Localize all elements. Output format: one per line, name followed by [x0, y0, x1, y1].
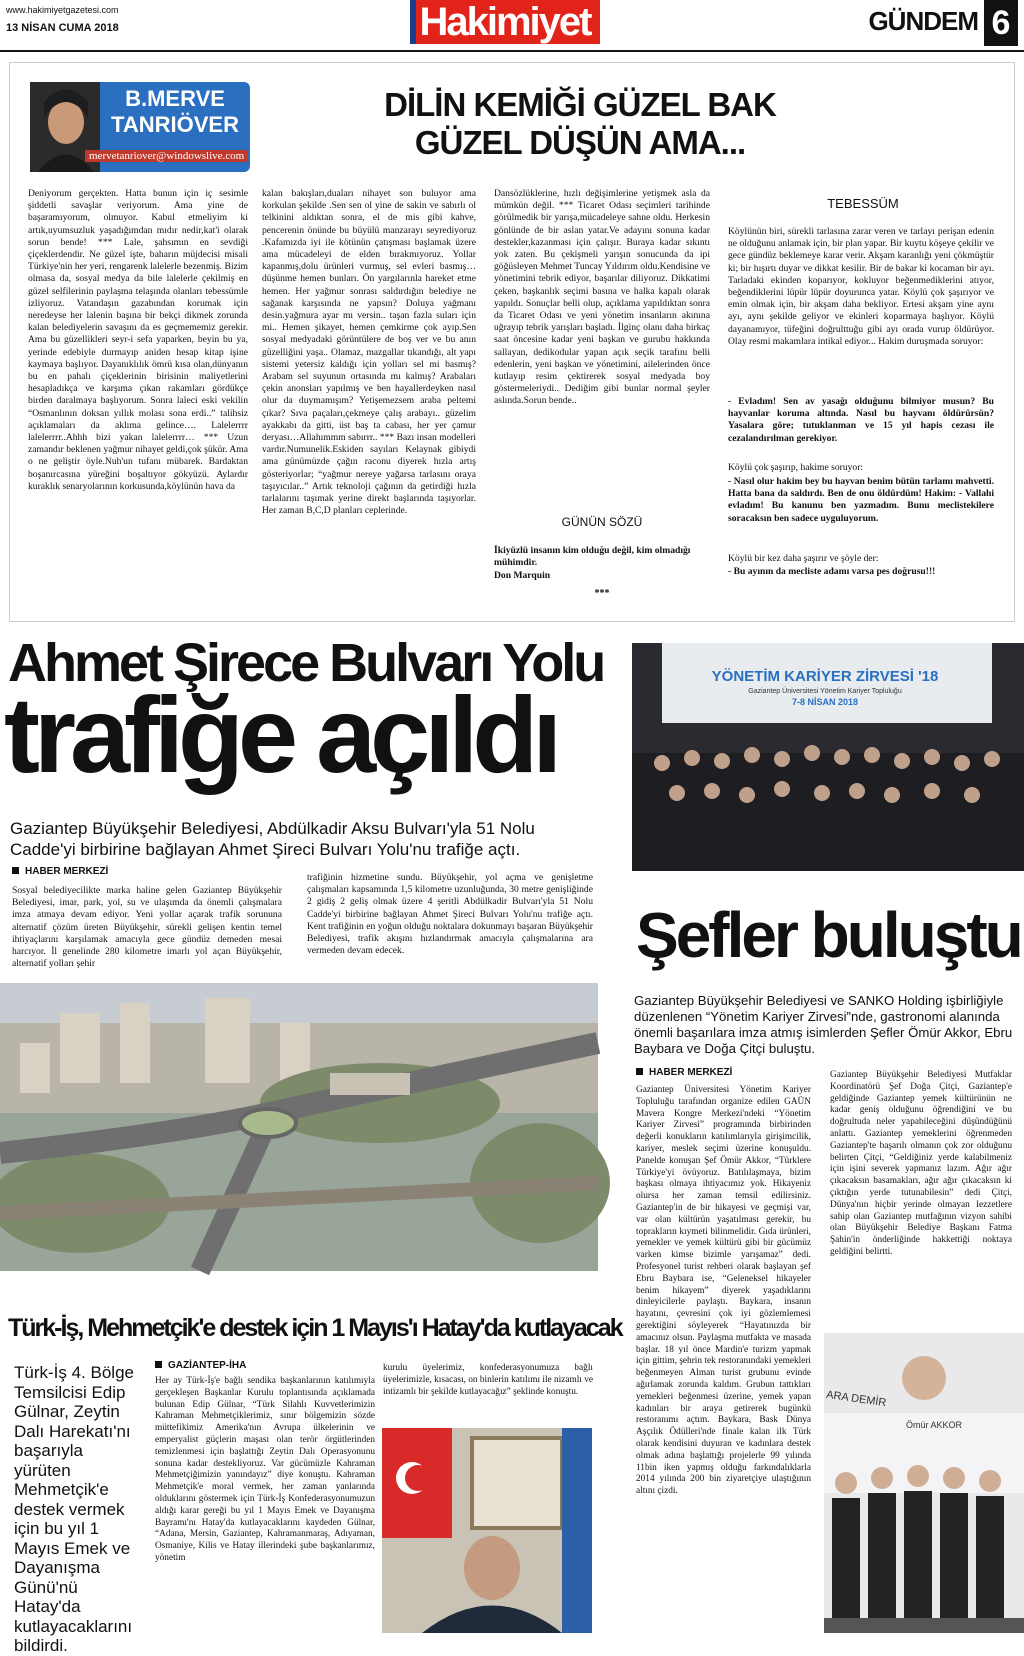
page-number: 6 — [984, 0, 1018, 46]
story2-text-1: Gaziantep Üniversitesi Yönetim Kariyer Topluluğu tarafından organize edilen GAÜN Mavera Kongre Merkezi'ndeki “Yönetim Kariyer Zirvesi” programında birbirinden değerli konukların katılımlarıyla girişimcilik, kariyer, meslek seçimi üzerine konuşuldu. Panelde konuşan Şef Ömür Akkor, “Türklere Türkiye'yi övüyoruz. Batılılaşmaya, bizim başkası olmaya ihtiyacımız yok. Hikayeniz olursa her zaman temsil edilirsiniz. Gaziantep'in de bir hikayesi ve geçmişi var, var olan kültürün yaşatılması gerekir, bu toprakların kıymeti bilinmelidir. Gıda ürünleri, yemekler ve yemek kültürü gibi bir gücümüz varken kimse bizimle yarışamaz” dedi. Profesyonel turist rehberi olarak başlayan şef Ebru Baybara ise, “Geleneksel hikayeler benim hikayem” diyerek yaşadıklarını dinleyicilerle paylaştı. Baykara, insanın hayatını, çevresini çok iyi gözlemlemesi gerektiğini söyleyerek “Hayatınızda bir amacınız olsun. Paylaşma mutfakta ve masada başlar. 18 yıl önce Mardin'e turizm yapmak için gittim, şehrin tek restoranındaki yemekleri beğenmeyen Alman turist grubunu evinde ağırlamak zorunda kaldım. Grubun tattıkları yemekleri beğenmesi üzerine, yemek yapan kadınları bir araya getirerek bugünkü restoranımı açtım. Baykara, Bask Dünya Aşçılık Ödülleri'nde finale kalan ilk Türk olarak kendisini duyuran ve kadınlara destek olmak adına başlattığı projelerle 99 yılında 11bin iken yapmış olduğu farkındalıklarla 2014 yılında 200 bin ziyaretçiye ulaştığının altını çizdi. — [636, 1085, 811, 1497]
gunun-sozu-title: GÜNÜN SÖZÜ — [561, 515, 643, 529]
chefs-photo — [824, 1333, 1024, 1633]
photo-label-demir: ARA DEMİR — [825, 1388, 888, 1410]
story1-headline-big: trafiğe açıldı — [4, 674, 557, 795]
column-text-3: Dansözlüklerine, hızlı değişimlerine yetişmek asla da mümkün değil. *** Ticaret Odası seçimleri tarihinde görülmedik bir yarışa,mücadeleye sahne oldu. Herkesin gönlünde de bir aslan yatar.Ve adayını sonuna kadar destekler,kazanması için çalışır. Buraya kadar sıkıntı yok zaten. Bu çekişmeli yarışın sonucunda da ipi göğüsleyen Mehmet Tuncay Yıldırım oldu.Kendisine ve yönetimini tebrik ediyor, başarılar diliyoruz. Dikkatimi çeken, başkanlık seçimi basına ve halka kapalı olarak yapıldı. Sonuçlar belli olup, açıklama yapıldıktan sonra da Ticaret Odası ve yeni yönetim insanların akınına uğrayıp tebrik yarışları başladı. İlginç olanı daha birkaç saat öncesine kadar yeni başkan ve gurubu hakkında sallayan, dedikodular yapan açık seçik tarafını belli edenlerin, yeni başkan ve yönetimini, ailelerinden önce kutlayıp resim çektirerek sosyal medyada boy göstermeleriydi.. Dediğim gibi bunlar normal şeyler aslında.Sorun bende.. — [494, 188, 711, 407]
story3-text-1: Her ay Türk-İş'e bağlı sendika başkanlarının katılımıyla gerçekleşen Başkanlar Kurulu toplantısında açıklamada bulunan Edip Gülnar, “Türk Silahlı Kuvvetlerimizin Kahraman Mehmetçiklerimiz, sınır bölgemizin sözde müttefikimiz Amerika'nın Avrupa ülkelerinin ve emperyalist güçlerin maşası olan terör örgütlerinden temizlenmesi için başlattığı Zeytin Dalı Operasyonunu sonuna kadar destekliyoruz. Var gücümüzle Kahraman Mehmetçiğimizin yanındayız” diye konuştu. Kahraman Mehmetçik'e moral vermek, her zaman yanlarında olduklarını göstermek için Türk-İş Konfederasyonumuzun aldığı karar gereği bu yıl 1 Mayıs Emek ve Dayanışma Bayramı'nı Hatay'da kutlayacaklarını kaydeden Gülnar, “Adana, Mersin, Gaziantep, Kahramanmaraş, Adıyaman, Osmaniye, Kilis ve Hatay illerindeki şube başkanlarımız, yönetim — [155, 1376, 375, 1563]
story1-text-1: Sosyal belediyecilikte marka haline gelen Gaziantep Büyükşehir Belediyesi, imar, park, yol, su ve ulaşımda da önemli çalışmalara imza atmaya devam ediyor. Yeni yollar açarak trafik sorununa alternatif çözüm üreten Büyükşehir, sürekli gelişen kentin temel ihtiyaçlarını karşılamak amacıyla gece gündüz demeden mesai harcıyor. İl genelinde 280 kilometre imarlı yol açan Büyükşehir, alternatif yolları şehir — [12, 885, 282, 970]
summit-banner-subtitle: Gaziantep Üniversitesi Yönetim Kariyer Topluluğu — [748, 688, 902, 695]
story2-headline: Şefler buluştu — [636, 899, 1021, 971]
photo-label-akkor: Ömür AKKOR — [906, 1420, 963, 1430]
road-aerial-photo — [0, 983, 598, 1271]
author-email: mervetanriover@windowslive.com — [85, 150, 248, 162]
story1-byline: HABER MERKEZİ — [12, 866, 108, 877]
story2-text-2: Gaziantep Büyükşehir Belediyesi Mutfaklar Koordinatörü Şef Doğa Çitçi, Gaziantep'e geldiğinde Gaziantep yemek kültürünün ne kadar geniş olduğunu öğrendiğini ve bu doğrultuda neler yapabileceğini düşündüğünü anlattı. Gaziantep yemeklerini öğrenmeden Gaziantep'te başarılı olmanın çok zor olduğunu belirten Çitçi, “Geldiğiniz yerde kalabilmeniz için işini severek yapmanız lazım. Ağır ağır çıkacaksın basamakları, ağır ağır çıkacaksın ki çıktığın yerde tutunabilesin” dedi Çitçi, Dünya'nın hiçbir yerinde olmayan lezzetlere sahip olan Gaziantep mutfağının vizyon sahibi olan Büyükşehir Belediye Başkanı Fatma Şahin'in önderliğinde hakkettiği noktaya geldiğini belirtti. — [830, 1070, 1012, 1257]
section-title: GÜNDEM — [868, 6, 978, 36]
tebessum-punchline: - Bu ayının da mecliste adamı varsa pes doğrusu!!! — [728, 566, 936, 577]
story2-deck: Gaziantep Büyükşehir Belediyesi ve SANKO Holding işbirliğiyle düzenlenen “Yönetim Kariyer Zirvesi”nde, gastronomi alanında önemli başarılara imza atmış isimlerden Şefler Ömür Akkor, Ebru Baybara ve Doğa Çitçi buluştu. — [634, 993, 1013, 1056]
gulnar-photo — [382, 1428, 592, 1633]
tebessum-text: Köylünün biri, sürekli tarlasına zarar veren ve tarlayı perişan edenin ne olduğunu anlamak için, bir plan yapar. Bir kuytu köşeye çekilir ve gece gündüz beklemeye karar verir. Akşam karanlığı yeni çökmüştür ki; bir hışırtı duyar ve dikkat kesilir. Bir de bakar ki kocaman bir ayı. Tarladaki ekinden koparıyor, kokluyor beğenmediklerini atıyor, beğendiklerini lüpür lüpür doyurunca yatar. Köylü çok şaşırıyor ve emin olmak için, bir akşam daha bekliyor. Ertesi akşam yine aynı ayı, aynı şekilde geliyor ve ekinleri koparmaya başlıyor. Köylü dayanamıyor, tüfeğini doğrulttuğu gibi ayı orada vurup öldürüyor. Olay resmi makamlara intikal ediyor... Hakim duruşmada soruyor: — [728, 226, 994, 347]
story3-byline: GAZİANTEP-İHA — [155, 1360, 246, 1371]
story1-headline-top: Ahmet Şirece Bulvarı Yolu — [8, 633, 604, 693]
gunun-sozu-quote: İkiyüzlü insanın kim olduğu değil, kim olmadığı mühimdir. — [494, 545, 691, 568]
site-url: www.hakimiyetgazetesi.com — [6, 5, 119, 15]
summit-banner-title: YÖNETİM KARİYER ZİRVESİ '18 — [711, 668, 939, 685]
author-name: B.MERVE TANRIÖVER — [111, 86, 239, 137]
story1-deck: Gaziantep Büyükşehir Belediyesi, Abdülkadir Aksu Bulvarı'yla 51 Nolu Cadde'yi birbirine bağlayan Ahmet Şireci Bulvarı Yolu'nu trafiğe açtı. — [10, 819, 535, 859]
issue-date: 13 NİSAN CUMA 2018 — [6, 22, 119, 34]
column-text-1: Deniyorum gerçekten. Hatta bunun için iç sesimle şiddetli savaşlar veriyorum. Ama yine de başaramıyorum, olmuyor. Kabul etmeliyim ki artık,uyumsuzluk yaşadığımdan mıdır nedir,kat'i olarak sorun bende! *** Lale, şahsımın en sevdiği çiçeklerdendir. Ne güzel işte, baharın müjdecisi misali Türkiye'nin her yeri, rengarenk lalelerle bezenmiş. Bizim olmasa da, sosyal medya da bile lalelerle çekilmiş en güzel selfilerinin paylaşma telaşında olanları tebessümle izliyoruz. Vatandaşın gazabından korumak için neredeyse her lalenin başına bir bekçi dikmek zorunda kalan belediyelerin savaşını da es geçmememiz gerekir. Ama bu güzellikleri seyr-i sefa yaparken, beyin bu ya, yerinde edebiyle durmayıp aniden hesap kitap işine kaymaya başlıyor. Dayanıklılık ömrü kısa olan,dünyanın bu en pahalı çiçeklerinin birisinin maliyetlerini hesapladıkça ve karşıma çıkan rakamları gördükçe birden daralmaya başlıyorum. Sonra laleci eski vekilin “Osmanlının doksan yıllık molası sona erdi..” talihsiz açıklamaları da aklıma gelince…. Lalelerrrr lalelerrrr..Ahhh bizi yakan lalelerrrr… *** Uzun zamandır beklenen yağmur nihayet geldi,çok şükür. Ama o ne geliştir öyle.Nuh'un tufanı mübarek. Bardaktan boşanırcasına yüreğini boşaltıyor gökyüzü. Aylardır kuraklık senaryolarının korkusunda,köylünün hava da — [28, 188, 248, 492]
story1-text-2: trafiğinin hizmetine sundu. Büyükşehir, yol açma ve genişletme çalışmaları kapsamında 1,5 kilometre uzunluğunda, 30 metre genişliğinde 2 gidiş 2 geliş olmak üzere 4 şeritli Abdülkadir Bulvarı'yla 51 Nolu Cadde'yi birbirine bağlayan Ahmet Şireci Bulvarı Yolu'nu trafiğe açtı. Kent trafiğinin en yoğun olduğu noktalara dokunmayı başaran Büyükşehir Belediyesi, trafik akışını hızlandırmak amacıyla çalışmalarına ara vermeden devam edecek. — [307, 872, 593, 957]
story2-byline: HABER MERKEZİ — [636, 1067, 732, 1078]
separator-stars: *** — [594, 588, 610, 599]
tebessum-title: TEBESSÜM — [827, 196, 899, 211]
header-divider — [0, 50, 1024, 52]
summit-banner-date: 7-8 NİSAN 2018 — [791, 697, 859, 707]
gunun-sozu-author: Don Marquin — [494, 570, 551, 581]
tebessum-villager-q: Köylü çok şaşırıp, hakime soruyor: — [728, 462, 864, 473]
newspaper-logo: Hakimiyet — [410, 0, 600, 44]
story3-pullquote: Türk-İş 4. Bölge Temsilcisi Edip Gülnar, Zeytin Dalı Harekatı'nı başarıyla yürüten Mehmetçik'e destek vermek için bu yıl 1 Mayıs Emek ve Dayanışma Günü'nü Hatay'da kutlayacaklarını bildirdi. — [14, 1363, 134, 1655]
tebessum-judge: - Evladım! Sen av yasağı olduğunu bilmiyor musun? Bu hayvanlar koruma altında. Nasıl bu hayvanı öldürürsün? Yasalara göre; tutuklanman ve 15 yıl hapis cezası ile cezalandırılman gerekiyor. — [728, 396, 994, 444]
tebessum-villager-2: Köylü bir kez daha şaşırır ve şöyle der: — [728, 553, 879, 564]
tebessum-dialog: - Nasıl olur hakim bey bu hayvan benim bütün tarlamı mahvetti. Hatta bana da saldırdı. Ben de onu öldürdüm! Hakim: - Vallahi evladım! Bu kanunu ben yazmadım. Bunu meclistekilere soracaksın ben sadece uyguluyorum. — [728, 476, 994, 524]
column-title: DİLİN KEMİĞİ GÜZEL BAK GÜZEL DÜŞÜN AMA... — [384, 86, 776, 161]
story3-text-2: kurulu üyelerimiz, konfederasyonumuza bağlı üyelerimizle, kısacası, on binlerin katılımı ile nizamlı ve intizamlı bir şekilde kutlayacağız” şeklinde konuştu. — [383, 1363, 593, 1397]
column-text-2: kalan bakışları,duaları nihayet son buluyor ama korkulan şekilde .Sen sen ol yine de sakin ve sabırlı ol telkinini aldıktan sonra, el de mis gibi kahve, pencerenin önünde bu büyülü manzarayı seyrediyoruz .Kafamızda iyi ile kötünün çatışması başlamak üzere ama mücadeleyi de elden bırakmıyoruz. Yollar kapanmış,dolu ürünleri vurmuş, sel evleri basmış… düşünme hemen bunları. Ön yargılarınla hareket etme hemen. Her yağmur sonrası saldırdığın belediye ne sağanak karşısında ne yapsın? Doluya yağmanı desin.yağmura ayar mı versin.. taşan fazla suları için mi.. Hemen şikayet, hemen çemkirme çok ayıp.Sen sosyal medyadaki görüntülere de boş ver ve bu anın güzelliğini yaşa.. Olamaz, mazgallar tıkandığı, alt yapı sistemi yetersiz kaldığı için yolları sel mi basmış? Arabam sel suyunun ortasında mı kalmış? Arabaları çekin anonsları yapılmış ve ben hayallerdeyken nasıl olur da duymamışım? Yetişemezsem araba peltemi çıkar? Sıva paçaları,çekmeye çalış arabayı.. güzelim ayakkabı da gitti, üst baş ta cabası, her yer çamur deryası…Allahımmm sabırrr.. *** Bazı insan modelleri vardır.Numunelik.Eskiden sayıları Kelaynak gibiydi ama günümüzde çağın raconu diyerek hızla artış gösteriyorlar; “yağmur nereye yağarsa tarlasını oraya taşıyıcılar..” Artık teknoloji çağının da getirdiği hızla tarlalarını taşımak yerine direkt başlarında taşıyorlar. Her zaman B,C,D planları ceplerinde. — [262, 188, 476, 517]
story3-headline: Türk-İş, Mehmetçik'e destek için 1 Mayıs'ı Hatay'da kutlayacak — [8, 1314, 622, 1342]
